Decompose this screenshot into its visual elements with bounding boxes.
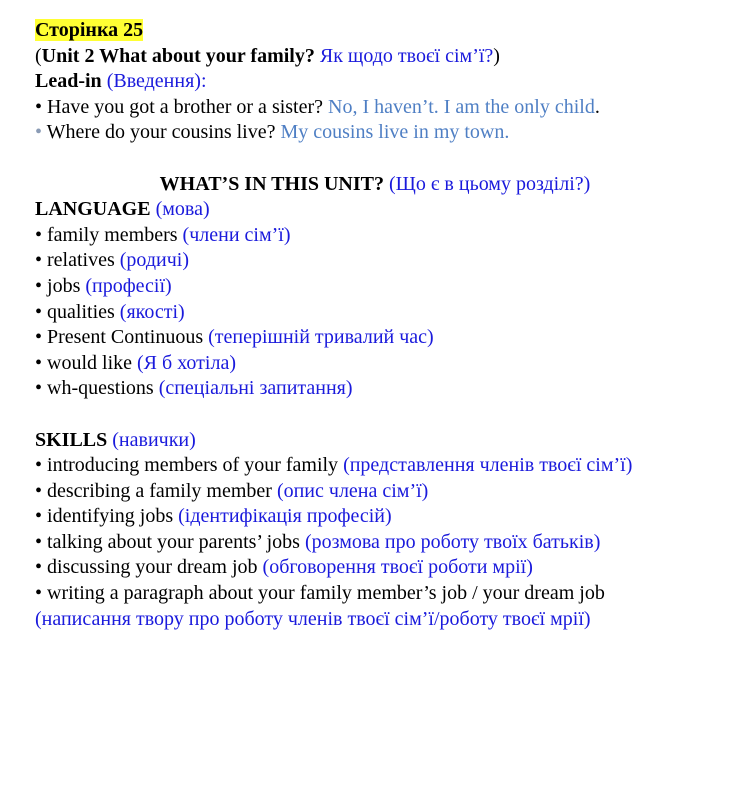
skills-item-text: discussing your dream job bbox=[47, 556, 258, 579]
language-item-translation: (родичі) bbox=[119, 249, 190, 272]
language-heading-translation: (мова) bbox=[155, 198, 210, 221]
language-item-text: jobs bbox=[47, 274, 81, 297]
bullet: • bbox=[35, 95, 43, 118]
skills-item-text: describing a family member bbox=[47, 479, 272, 502]
skills-item-text: writing a paragraph about your family member’s job / your dream job bbox=[47, 582, 605, 605]
skills-item-translation: (опис члена сім’ї) bbox=[276, 479, 429, 502]
skills-heading: SKILLS bbox=[35, 428, 108, 451]
skills-item-translation: (розмова про роботу твоїх батьків) bbox=[304, 530, 601, 553]
skills-item bbox=[35, 555, 735, 581]
language-item bbox=[35, 351, 735, 377]
skills-item-text: introducing members of your family bbox=[47, 454, 339, 477]
skills-item-text: talking about your parents’ jobs bbox=[47, 530, 300, 553]
skills-item-translation: (представлення членів твоєї сім’ї) bbox=[343, 454, 633, 477]
language-item-translation: (теперішній тривалий час) bbox=[208, 326, 434, 349]
skills-item bbox=[35, 530, 735, 556]
skills-item bbox=[35, 453, 735, 479]
lead-in-answer: No, I haven’t. I am the only child bbox=[328, 95, 595, 118]
language-item-translation: (Я б хотіла) bbox=[137, 351, 236, 374]
language-item bbox=[35, 223, 735, 249]
language-item-text: wh-questions bbox=[47, 377, 154, 400]
unit-open-paren: ( bbox=[35, 44, 42, 67]
lead-in-heading-translation: (Введення): bbox=[106, 70, 207, 93]
bullet: • bbox=[35, 479, 43, 502]
unit-title-translation: Як щодо твоєї сім’ї? bbox=[319, 44, 494, 67]
bullet: • bbox=[35, 556, 43, 579]
language-item-text: Present Continuous bbox=[47, 326, 204, 349]
skills-item-translation: (обговорення твоєї роботи мрії) bbox=[262, 556, 533, 579]
language-item-text: would like bbox=[47, 351, 133, 374]
language-item bbox=[35, 248, 735, 274]
unit-contents-heading-line bbox=[35, 172, 715, 198]
skills-item-translation: (написання твору про роботу членів твоєї сім’ї/роботу твоєї мрії) bbox=[35, 607, 591, 630]
bullet: • bbox=[35, 530, 43, 553]
bullet: • bbox=[35, 377, 43, 400]
lead-in-question: Have you got a brother or a sister? bbox=[47, 95, 324, 118]
language-item-text: family members bbox=[47, 223, 178, 246]
bullet: • bbox=[35, 274, 43, 297]
skills-heading-line bbox=[35, 428, 735, 454]
skills-heading-translation: (навички) bbox=[112, 428, 196, 451]
language-item-translation: (спеціальні запитання) bbox=[158, 377, 353, 400]
unit-contents-heading: WHAT’S IN THIS UNIT? bbox=[159, 172, 384, 195]
lead-in-heading: Lead-in bbox=[35, 70, 102, 93]
bullet: • bbox=[35, 454, 43, 477]
unit-title: Unit 2 What about your family? bbox=[41, 44, 315, 67]
bullet: • bbox=[35, 505, 43, 528]
bullet: • bbox=[35, 121, 43, 144]
language-item-text: qualities bbox=[47, 300, 115, 323]
skills-item-text: identifying jobs bbox=[47, 505, 174, 528]
lead-in-answer: My cousins live in my town. bbox=[280, 121, 510, 144]
language-item bbox=[35, 300, 735, 326]
skills-item bbox=[35, 479, 735, 505]
spacer bbox=[35, 402, 735, 428]
skills-item bbox=[35, 581, 735, 607]
unit-contents-translation: (Що є в цьому розділі?) bbox=[389, 172, 591, 195]
language-item-translation: (якості) bbox=[119, 300, 185, 323]
lead-in-heading-line bbox=[35, 69, 735, 95]
skills-item bbox=[35, 504, 735, 530]
lead-in-item bbox=[35, 120, 735, 146]
language-item bbox=[35, 274, 735, 300]
bullet: • bbox=[35, 351, 43, 374]
language-item bbox=[35, 376, 735, 402]
lead-in-item bbox=[35, 95, 735, 121]
document-page bbox=[35, 18, 735, 632]
bullet: • bbox=[35, 300, 43, 323]
skills-item-continuation bbox=[35, 607, 735, 633]
bullet: • bbox=[35, 582, 43, 605]
page-number-label: Сторінка 25 bbox=[35, 19, 144, 41]
spacer bbox=[35, 146, 735, 172]
skills-item-translation: (ідентифікація професій) bbox=[178, 505, 392, 528]
bullet: • bbox=[35, 326, 43, 349]
language-item-translation: (члени сім’ї) bbox=[182, 223, 291, 246]
language-item bbox=[35, 325, 735, 351]
bullet: • bbox=[35, 249, 43, 272]
lead-in-answer-end: . bbox=[594, 95, 600, 118]
unit-title-line bbox=[35, 44, 735, 70]
language-heading-line bbox=[35, 197, 735, 223]
bullet: • bbox=[35, 223, 43, 246]
unit-close-paren: ) bbox=[493, 44, 500, 67]
language-item-text: relatives bbox=[47, 249, 115, 272]
lead-in-question: Where do your cousins live? bbox=[46, 121, 276, 144]
language-heading: LANGUAGE bbox=[35, 198, 151, 221]
page-number-line bbox=[35, 18, 735, 44]
language-item-translation: (професії) bbox=[85, 274, 172, 297]
